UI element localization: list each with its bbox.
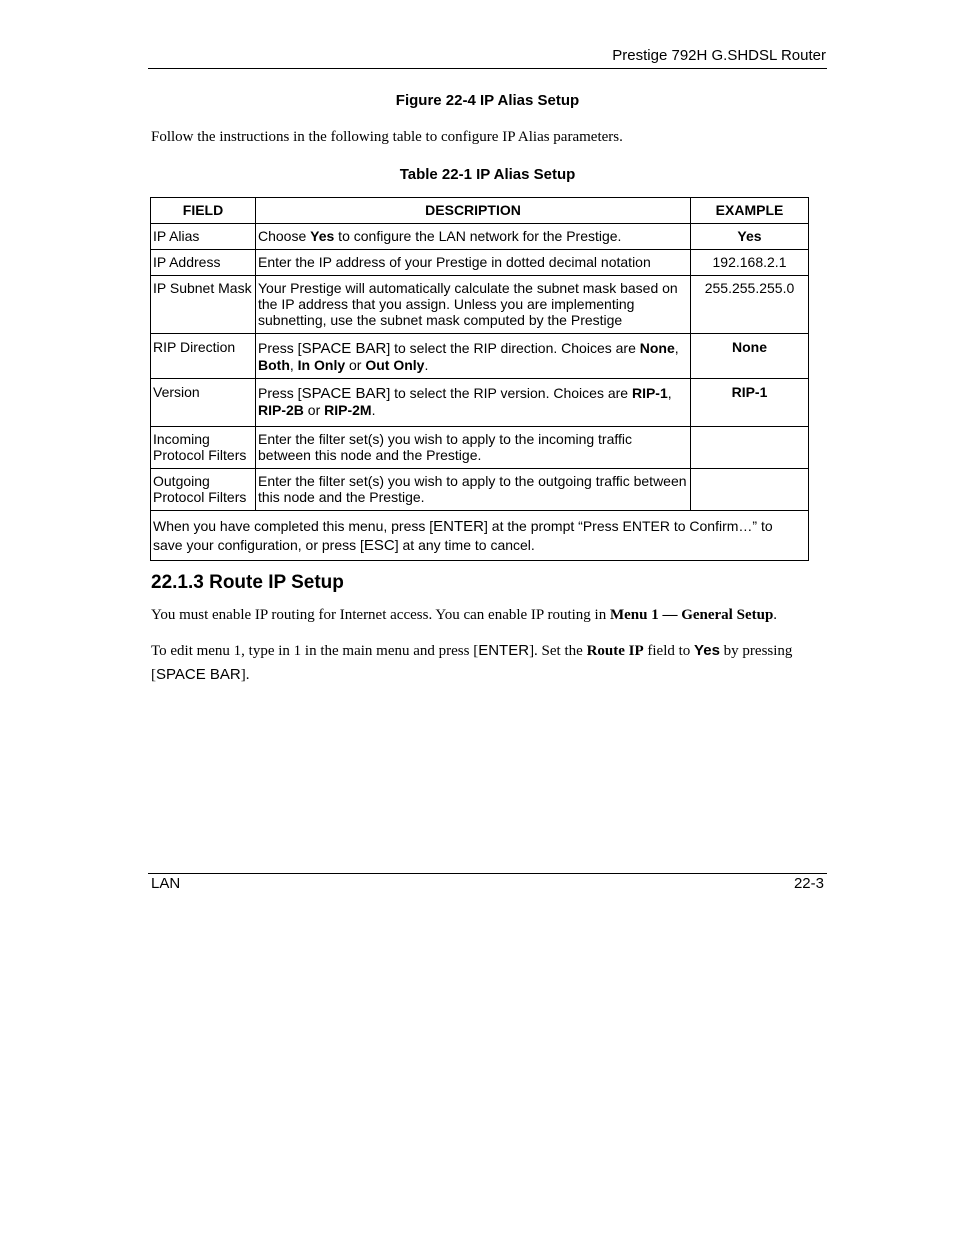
table-footer-note: When you have completed this menu, press [ENTER] at the prompt “Press ENTER to Confirm…” to save your configuration, or press [ESC] at any time to cancel. <box>151 511 809 561</box>
intro-paragraph: Follow the instructions in the following table to configure IP Alias parameters. <box>151 129 623 145</box>
example-cell: RIP-1 <box>691 379 809 427</box>
example-cell: 192.168.2.1 <box>691 250 809 276</box>
column-header-example: EXAMPLE <box>691 198 809 224</box>
field-cell: IP Alias <box>151 224 256 250</box>
table-caption: Table 22-1 IP Alias Setup <box>399 166 576 183</box>
field-cell: Version <box>151 379 256 427</box>
column-header-field: FIELD <box>151 198 256 224</box>
running-header: Prestige 792H G.SHDSL Router <box>612 47 826 64</box>
field-cell: Incoming Protocol Filters <box>151 427 256 469</box>
section-heading: 22.1.3 Route IP Setup <box>151 572 344 593</box>
table-row-incoming-protocol-filters <box>151 427 809 469</box>
table-row-ip-address <box>151 250 809 276</box>
field-cell: Outgoing Protocol Filters <box>151 469 256 511</box>
description-cell: Press [SPACE BAR] to select the RIP direction. Choices are None, Both, In Only or Out Only. <box>256 334 691 379</box>
description-cell: Choose Yes to configure the LAN network for the Prestige. <box>256 224 691 250</box>
table-row-version <box>151 379 809 427</box>
table-header-row <box>151 198 809 224</box>
header-rule <box>148 68 827 69</box>
description-cell: Press [SPACE BAR] to select the RIP version. Choices are RIP-1, RIP-2B or RIP-2M. <box>256 379 691 427</box>
example-cell <box>691 427 809 469</box>
example-cell: Yes <box>691 224 809 250</box>
field-cell: RIP Direction <box>151 334 256 379</box>
page-number: 22-3 <box>793 875 824 892</box>
example-cell: 255.255.255.0 <box>691 276 809 334</box>
description-cell: Enter the IP address of your Prestige in dotted decimal notation <box>256 250 691 276</box>
example-cell: None <box>691 334 809 379</box>
figure-caption: Figure 22-4 IP Alias Setup <box>395 92 580 109</box>
body-paragraph: To edit menu 1, type in 1 in the main menu and press [ENTER]. Set the Route IP field to Yes by pressing [SPACE BAR]. <box>151 642 793 683</box>
table-footer-row <box>151 511 809 561</box>
ip-alias-table <box>150 197 809 561</box>
description-cell: Your Prestige will automatically calculate the subnet mask based on the IP address that you assign. Unless you are implementing subnetting, use the subnet mask computed by the Prestige <box>256 276 691 334</box>
table-row-outgoing-protocol-filters <box>151 469 809 511</box>
footer-chapter: LAN <box>151 875 181 892</box>
description-cell: Enter the filter set(s) you wish to apply to the incoming traffic between this node and the Prestige. <box>256 427 691 469</box>
example-cell <box>691 469 809 511</box>
field-cell: IP Subnet Mask <box>151 276 256 334</box>
body-paragraph: You must enable IP routing for Internet access. You can enable IP routing in Menu 1 — General Setup. <box>151 607 778 623</box>
column-header-description: DESCRIPTION <box>256 198 691 224</box>
description-cell: Enter the filter set(s) you wish to apply to the outgoing traffic between this node and the Prestige. <box>256 469 691 511</box>
footer-rule <box>148 873 827 874</box>
table-row-ip-alias <box>151 224 809 250</box>
field-cell: IP Address <box>151 250 256 276</box>
table-row-ip-subnet-mask <box>151 276 809 334</box>
table-row-rip-direction <box>151 334 809 379</box>
